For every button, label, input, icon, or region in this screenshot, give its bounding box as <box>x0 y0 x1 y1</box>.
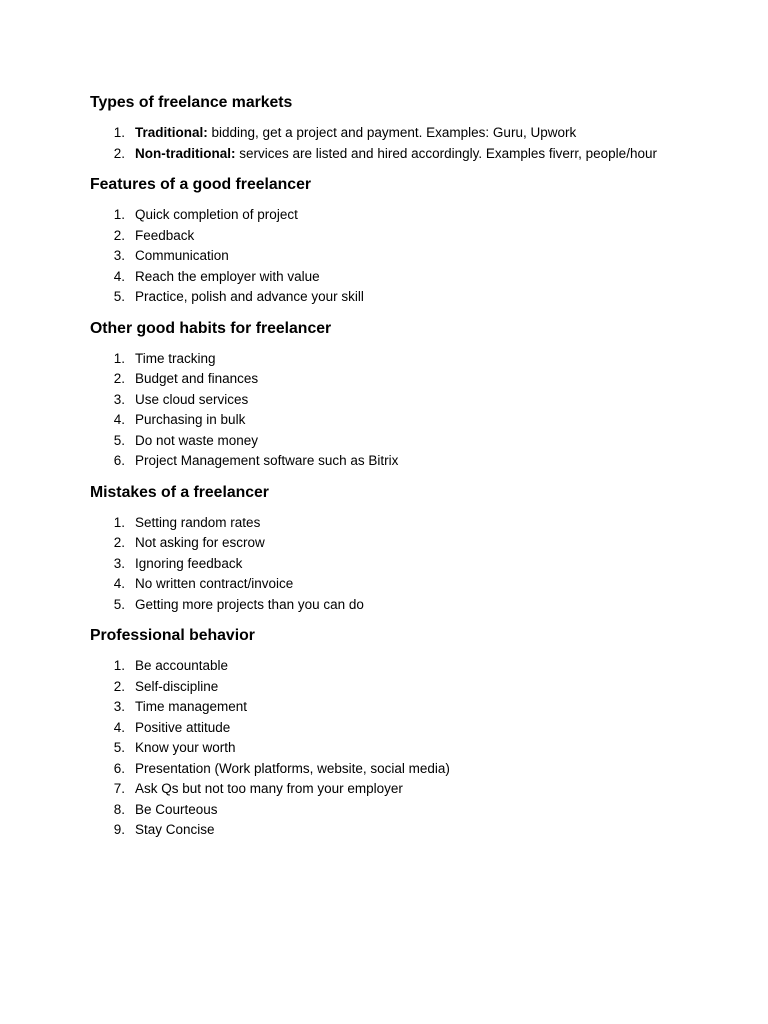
item-text: Do not waste money <box>135 432 259 448</box>
list-item <box>90 123 730 144</box>
list-number: 6. <box>113 453 125 468</box>
list-number: 8. <box>113 801 125 817</box>
professional-behavior-list <box>90 656 730 841</box>
item-text: Reach the employer with value <box>135 268 320 284</box>
item-text: Be accountable <box>135 658 229 673</box>
list-number: 2. <box>113 535 125 550</box>
item-text: Self-discipline <box>135 678 219 694</box>
mistakes-list <box>90 513 730 616</box>
list-number: 5. <box>113 740 125 755</box>
section-heading-professional-behavior: Professional behavior <box>90 627 255 644</box>
list-item <box>90 267 730 288</box>
section-heading-good-freelancer: Features of a good freelancer <box>90 176 311 193</box>
item-text: Be Courteous <box>135 801 218 817</box>
list-item <box>90 349 730 370</box>
list-item <box>90 656 730 677</box>
item-text: Stay Concise <box>135 822 215 837</box>
good-freelancer-list <box>90 205 730 308</box>
list-item <box>90 369 730 390</box>
list-item <box>90 533 730 554</box>
list-item <box>90 677 730 698</box>
item-text: Time tracking <box>135 350 216 366</box>
list-item <box>90 451 730 472</box>
list-number: 2. <box>113 371 125 386</box>
list-item <box>90 779 730 800</box>
item-lead: Traditional: <box>135 125 208 140</box>
list-number: 3. <box>113 555 125 571</box>
item-text: Practice, polish and advance your skill <box>135 289 364 304</box>
item-text: No written contract/invoice <box>135 576 294 591</box>
list-number: 2. <box>113 227 125 243</box>
list-item <box>90 697 730 718</box>
list-number: 4. <box>113 576 125 591</box>
item-text: Ask Qs but not too many from your employer <box>135 781 403 796</box>
list-number: 9. <box>113 822 125 837</box>
list-item <box>90 718 730 739</box>
list-number: 5. <box>113 596 125 612</box>
list-item <box>90 574 730 595</box>
item-text: Setting random rates <box>135 514 261 530</box>
freelance-markets-list <box>90 123 730 164</box>
list-item <box>90 287 730 308</box>
list-item <box>90 820 730 841</box>
item-text: Feedback <box>135 227 195 243</box>
list-item <box>90 513 730 534</box>
item-text: Purchasing in bulk <box>135 412 246 427</box>
list-item <box>90 595 730 616</box>
section-heading-mistakes: Mistakes of a freelancer <box>90 483 269 501</box>
list-number: 4. <box>113 268 125 284</box>
list-item <box>90 226 730 247</box>
list-number: 5. <box>113 289 125 304</box>
list-item <box>90 390 730 411</box>
item-text: Project Management software such as Bitrix <box>135 453 399 468</box>
item-text: services are listed and hired accordingly. Examples fiverr, people/hour <box>235 145 657 161</box>
section-heading-freelance-markets: Types of freelance markets <box>90 94 293 111</box>
list-number: 3. <box>113 391 125 407</box>
list-number: 5. <box>113 432 125 448</box>
item-lead: Non-traditional: <box>135 145 236 161</box>
item-text: Positive attitude <box>135 719 231 735</box>
good-habits-list <box>90 349 730 472</box>
list-number: 3. <box>113 248 125 263</box>
list-item <box>90 246 730 267</box>
item-text: Presentation (Work platforms, website, social media) <box>135 760 450 776</box>
list-number: 7. <box>113 781 125 796</box>
list-number: 4. <box>113 719 125 735</box>
list-item <box>90 144 730 165</box>
list-item <box>90 800 730 821</box>
document-page <box>90 92 730 851</box>
item-text: bidding, get a project and payment. Examples: Guru, Upwork <box>207 125 577 140</box>
list-number: 1. <box>113 658 125 673</box>
list-number: 1. <box>113 125 125 140</box>
section-heading-good-habits: Other good habits for freelancer <box>90 319 332 337</box>
list-number: 1. <box>113 350 125 366</box>
list-number: 1. <box>113 207 125 222</box>
list-item <box>90 554 730 575</box>
item-text: Not asking for escrow <box>135 535 265 550</box>
item-text: Getting more projects than you can do <box>135 596 364 612</box>
item-text: Use cloud services <box>135 391 249 407</box>
list-item <box>90 759 730 780</box>
list-item <box>90 738 730 759</box>
list-number: 6. <box>113 760 125 776</box>
list-item <box>90 431 730 452</box>
list-number: 1. <box>113 514 125 530</box>
list-number: 2. <box>113 678 125 694</box>
item-text: Know your worth <box>135 740 236 755</box>
list-item <box>90 410 730 431</box>
list-number: 4. <box>113 412 125 427</box>
item-text: Communication <box>135 248 229 263</box>
list-item <box>90 205 730 226</box>
list-number: 2. <box>113 145 125 161</box>
item-text: Budget and finances <box>135 371 259 386</box>
item-text: Time management <box>135 699 248 714</box>
item-text: Ignoring feedback <box>135 555 243 571</box>
list-number: 3. <box>113 699 125 714</box>
item-text: Quick completion of project <box>135 207 298 222</box>
